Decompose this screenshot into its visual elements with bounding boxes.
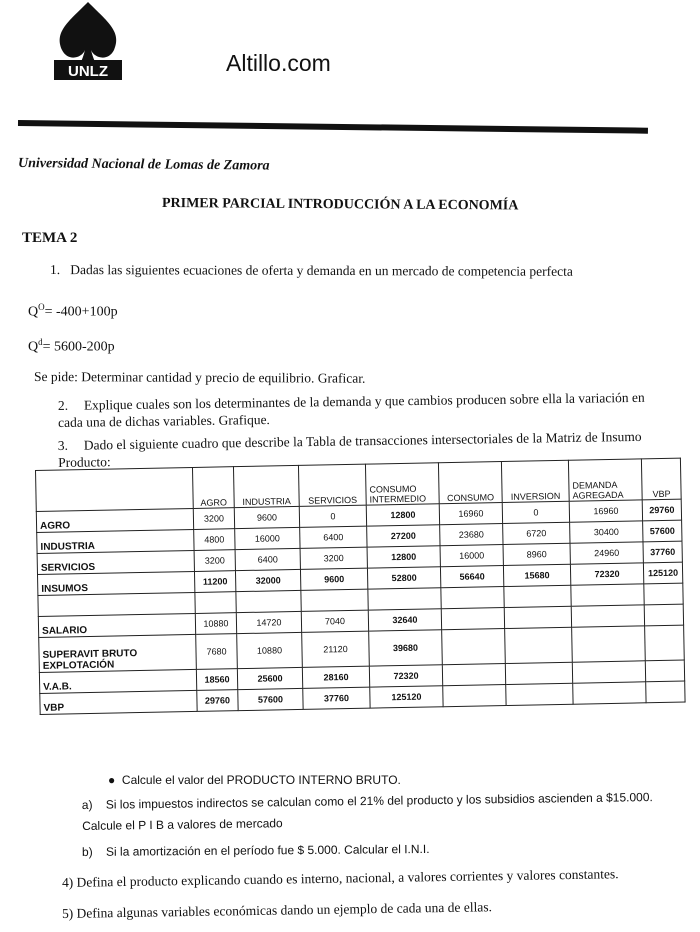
- column-header: SERVICIOS: [298, 464, 366, 506]
- table-cell: [301, 589, 368, 611]
- supply-equation: $Q^O= -400+100p$: [28, 302, 118, 320]
- table-cell: 6400: [235, 548, 300, 570]
- bullet-text: Calcule el valor del PRODUCTO INTERNO BRUTO.: [121, 773, 401, 787]
- table-cell: [644, 604, 683, 626]
- table-cell: [571, 605, 644, 627]
- table-cell: 52800: [367, 567, 440, 589]
- table-cell: 21120: [302, 631, 370, 667]
- table-cell: 29760: [197, 690, 238, 712]
- university-name: Universidad Nacional de Lomas de Zamora: [17, 156, 270, 174]
- column-header: INDUSTRIA: [233, 465, 299, 507]
- table-cell: [646, 681, 685, 703]
- table-cell: 57600: [643, 520, 682, 542]
- part-a-text: Si los impuestos indirectos se calculan como el 21% del producto y los subsidios ascienden a $15.000. Calcule el P I B a valores de mercado: [82, 790, 653, 833]
- table-cell: [505, 627, 573, 663]
- table-cell: 10880: [237, 632, 303, 668]
- table-cell: 32640: [368, 609, 441, 631]
- row-label: SALARIO: [38, 613, 195, 637]
- table-cell: 3200: [193, 508, 234, 530]
- table-cell: [504, 606, 571, 628]
- part-b: [82, 842, 430, 859]
- part-b-text: Si la amortización en el período fue $ 5.000. Calcular el I.N.I.: [105, 841, 430, 859]
- table-cell: 16000: [440, 545, 503, 567]
- table-cell: 7040: [301, 610, 368, 632]
- question-1-text: Dadas las siguientes ecuaciones de oferta y demanda en un mercado de competencia perfecta: [70, 262, 573, 279]
- table-cell: 3200: [194, 550, 235, 572]
- header-divider: [18, 120, 648, 134]
- table-cell: [572, 661, 645, 683]
- table-cell: [571, 584, 644, 606]
- table-cell: 14720: [236, 611, 301, 633]
- row-label: SERVICIOS: [37, 550, 194, 574]
- table-corner: [36, 467, 194, 511]
- table-cell: 0: [299, 505, 366, 527]
- table-cell: [441, 608, 504, 630]
- table-cell: 39680: [369, 630, 443, 666]
- table-cell: 37760: [303, 687, 370, 709]
- site-name: Altillo.com: [226, 50, 331, 76]
- table-cell: 23680: [440, 524, 503, 546]
- table-cell: [195, 592, 236, 614]
- demand-equation: $Q^d= 5600-200p$: [28, 337, 115, 355]
- table-cell: 9600: [300, 568, 367, 590]
- column-header: VBP: [641, 458, 681, 500]
- table-cell: 6400: [300, 526, 367, 548]
- input-output-table: [35, 458, 686, 715]
- row-label: INSUMOS: [38, 571, 195, 595]
- table-cell: 32000: [235, 569, 300, 591]
- table-cell: [645, 625, 685, 661]
- table-cell: 57600: [238, 688, 303, 710]
- table-cell: [441, 587, 504, 609]
- logo-text: UNLZ: [68, 63, 108, 80]
- table-cell: [368, 588, 441, 610]
- table-cell: 72320: [369, 665, 442, 687]
- table-cell: [573, 682, 646, 704]
- row-label: VBP: [40, 690, 197, 714]
- question-2-text: Explique cuales son los determinantes de la demanda y que cambios producen sobre ella la variación en cada una de dichas variables. Grafique.: [58, 389, 645, 430]
- table-cell: 6720: [503, 522, 570, 544]
- part-a-label: a): [81, 797, 93, 813]
- table-cell: [644, 583, 683, 605]
- table-cell: 9600: [234, 506, 299, 528]
- table-cell: 10880: [195, 613, 236, 635]
- table-cell: 7680: [196, 634, 238, 670]
- table-cell: [236, 590, 301, 612]
- table-cell: 4800: [194, 529, 235, 551]
- row-label: V.A.B.: [39, 669, 196, 693]
- table-cell: 25600: [237, 667, 302, 689]
- row-label: AGRO: [36, 508, 193, 532]
- table-cell: 24960: [570, 542, 643, 564]
- table-cell: 8960: [503, 543, 570, 565]
- part-b-label: b): [81, 844, 93, 859]
- question-2: [58, 388, 668, 431]
- table-cell: [443, 685, 506, 707]
- column-header: CONSUMO: [438, 462, 502, 504]
- table-cell: 11200: [194, 571, 235, 593]
- table-cell: 27200: [367, 525, 440, 547]
- question-1-task: Se pide: Determinar cantidad y precio de equilibrio. Graficar.: [33, 369, 366, 386]
- bullet-icon: ●: [108, 773, 116, 787]
- table-cell: 12800: [366, 504, 439, 526]
- table-cell: [442, 664, 505, 686]
- table-cell: 16960: [439, 503, 502, 525]
- part-a: [82, 787, 683, 837]
- column-header: CONSUMO INTERMEDIO: [365, 463, 439, 505]
- table-cell: 28160: [302, 666, 369, 688]
- table-cell: 30400: [570, 521, 643, 543]
- university-logo: [48, 0, 128, 82]
- table-cell: [505, 662, 572, 684]
- exam-title: PRIMER PARCIAL INTRODUCCIÓN A LA ECONOMÍA: [161, 196, 519, 214]
- column-header: INVERSION: [501, 460, 569, 502]
- question-1-number: 1.: [49, 262, 61, 278]
- table-cell: 15680: [503, 564, 570, 586]
- table-cell: 72320: [570, 563, 643, 585]
- table-cell: 12800: [367, 546, 440, 568]
- table-cell: [572, 626, 646, 662]
- table-cell: [645, 660, 684, 682]
- table-cell: 0: [502, 501, 569, 523]
- bullet-item: [108, 773, 401, 787]
- question-4: 4) Defina el producto explicando cuando es interno, nacional, a valores corrientes y valores constantes.: [61, 866, 619, 890]
- table-cell: 37760: [643, 541, 682, 563]
- question-3-text: Dado el siguiente cuadro que describe la Tabla de transacciones intersectoriales de la Matriz de Insumo Producto:: [58, 428, 642, 470]
- table-cell: 29760: [642, 499, 681, 521]
- tema-heading: TEMA 2: [22, 230, 78, 246]
- table-cell: 16000: [235, 527, 300, 549]
- question-1: [50, 262, 573, 280]
- question-3-number: 3.: [57, 437, 69, 454]
- row-label: INDUSTRIA: [37, 529, 194, 553]
- question-5: 5) Defina algunas variables económicas dando un ejemplo de cada una de ellas.: [61, 899, 493, 921]
- question-2-number: 2.: [57, 397, 69, 414]
- column-header: AGRO: [192, 467, 234, 509]
- table-cell: [504, 585, 571, 607]
- table-cell: 18560: [196, 669, 237, 691]
- table-cell: 125120: [370, 686, 443, 708]
- table-cell: [506, 683, 573, 705]
- row-label: SUPERAVIT BRUTO EXPLOTACIÓN: [39, 634, 197, 672]
- table-cell: 125120: [643, 562, 682, 584]
- table-cell: 3200: [300, 547, 367, 569]
- column-header: DEMANDA AGREGADA: [568, 459, 642, 501]
- row-label: [38, 592, 195, 616]
- table-cell: 16960: [569, 500, 642, 522]
- table-cell: [442, 629, 506, 665]
- table-cell: 56640: [440, 566, 503, 588]
